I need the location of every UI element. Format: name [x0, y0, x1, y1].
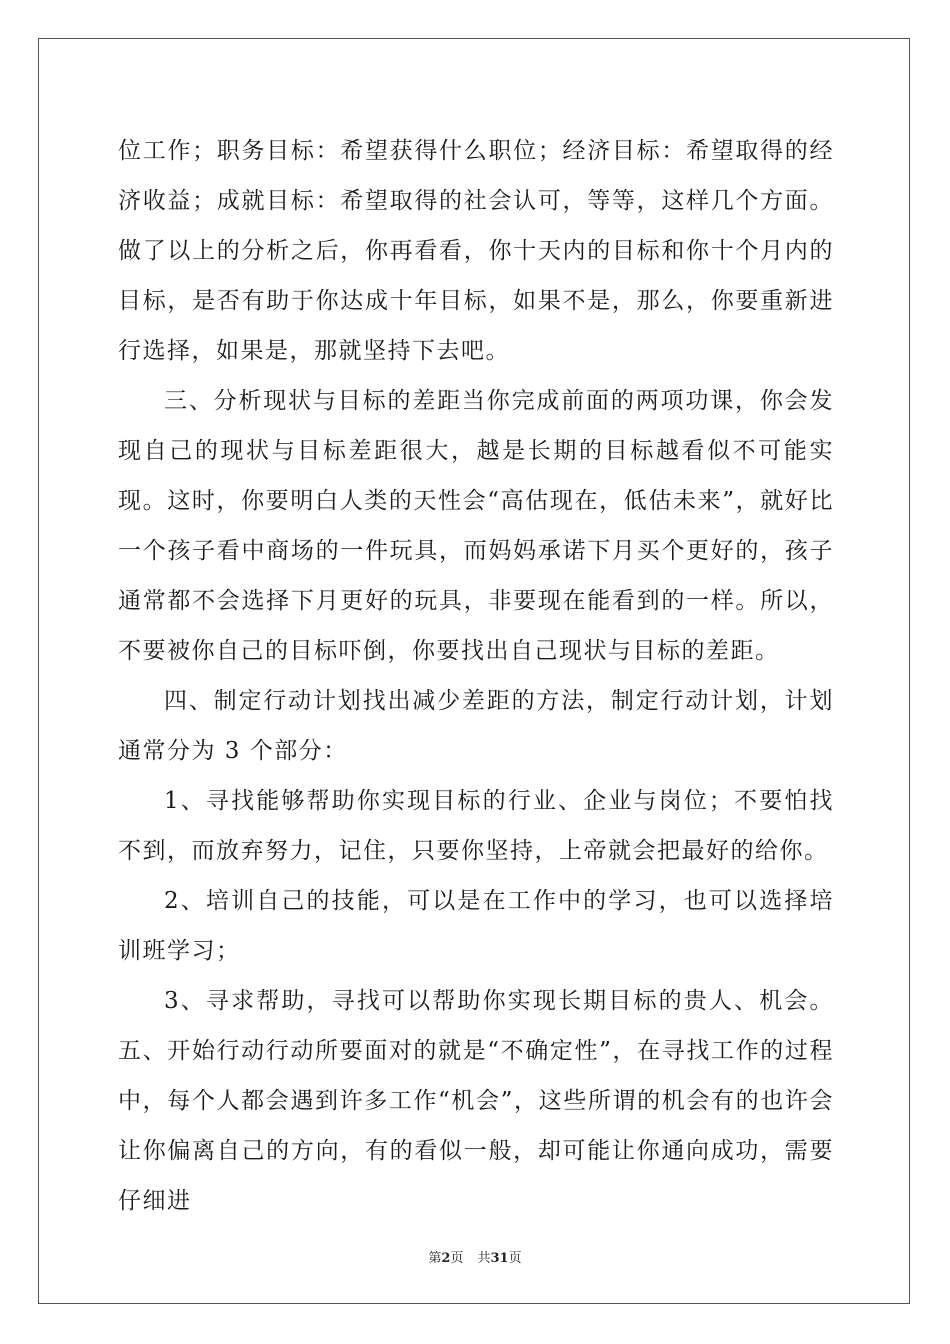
page-unit: 页 [450, 1251, 464, 1266]
paragraph-1: 位工作；职务目标：希望获得什么职位；经济目标：希望取得的经济收益；成就目标：希望取得的社会认可，等等，这样几个方面。做了以上的分析之后，你再看看，你十天内的目标和你十个月内的目标，是否有助于你达成十年目标，如果不是，那么，你要重新进行选择，如果是，那就坚持下去吧。 [118, 138, 834, 364]
total-prefix: 共 [477, 1251, 491, 1266]
page-prefix: 第 [428, 1251, 442, 1266]
document-body [118, 126, 834, 1226]
paragraph-3: 四、制定行动计划找出减少差距的方法，制定行动计划，计划通常分为 3 个部分： [118, 688, 834, 764]
paragraph-2: 三、分析现状与目标的差距当你完成前面的两项功课，你会发现自己的现状与目标差距很大，越是长期的目标越看似不可能实现。这时，你要明白人类的天性会“高估现在，低估未来”，就好比一个孩子看中商场的一件玩具，而妈妈承诺下月买个更好的，孩子通常都不会选择下月更好的玩具，非要现在能看到的一样。所以，不要被你自己的目标吓倒，你要找出自己现状与目标的差距。 [118, 388, 834, 664]
paragraph-5: 2、培训自己的技能，可以是在工作中的学习，也可以选择培训班学习； [118, 888, 834, 964]
paragraph-4: 1、寻找能够帮助你实现目标的行业、企业与岗位；不要怕找不到，而放弃努力，记住，只要你坚持，上帝就会把最好的给你。 [118, 788, 834, 864]
total-unit: 页 [508, 1251, 522, 1266]
total-page-count: 31 [490, 1251, 509, 1266]
paragraph-6: 3、寻求帮助，寻找可以帮助你实现长期目标的贵人、机会。五、开始行动行动所要面对的就是“不确定性”，在寻找工作的过程中，每个人都会遇到许多工作“机会”，这些所谓的机会有的也许会让你偏离自己的方向，有的看似一般，却可能让你通向成功，需要仔细进 [118, 988, 834, 1214]
current-page-number: 2 [441, 1251, 451, 1266]
page-footer [0, 1247, 950, 1266]
